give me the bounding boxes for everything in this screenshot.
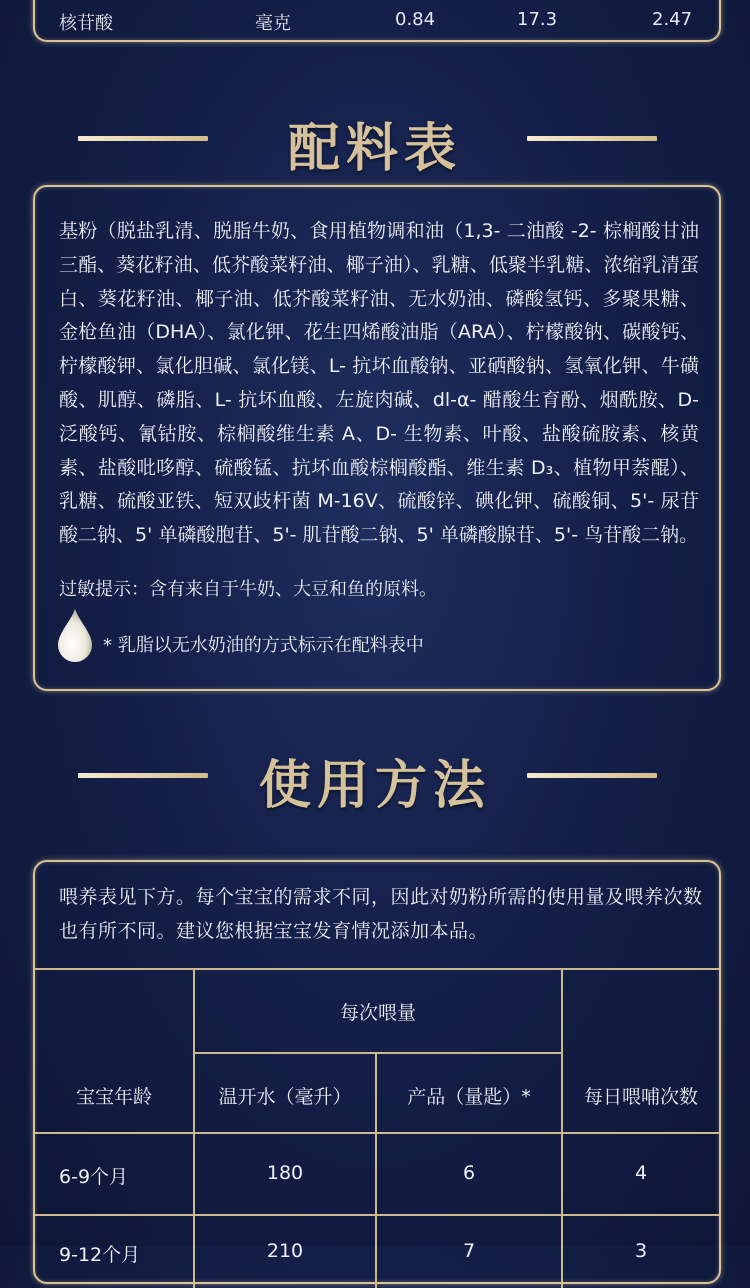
nutrition-table-fragment xyxy=(33,0,721,42)
nutrient-value-2: 17.3 xyxy=(517,9,558,30)
nutrient-value-1: 0.84 xyxy=(395,9,436,30)
nutrition-row-nucleotide xyxy=(35,0,719,40)
ingredients-text: 基粉（脱盐乳清、脱脂牛奶、食用植物调和油（1,3- 二油酸 -2- 棕榈酸甘油三酯、葵花籽油、低芥酸菜籽油、椰子油）、乳糖、低聚半乳糖、浓缩乳清蛋白、葵花籽油、椰子油、低芥酸菜籽油、无水奶油、磷酸氢钙、多聚果糖、金枪鱼油（DHA）、氯化钾、花生四烯酸油脂（ARA）、柠檬酸钠、碳酸钙、柠檬酸钾、氯化胆碱、氯化镁、L- 抗坏血酸钠、亚硒酸钠、氢氧化钾、牛磺酸、肌醇、磷脂、L- 抗坏血酸、左旋肉碱、dl-α- 醋酸生育酚、烟酰胺、D- 泛酸钙、氰钴胺、棕榈酸维生素 A、D- 生物素、叶酸、盐酸硫胺素、核黄素、盐酸吡哆醇、硫酸锰、抗坏血酸棕榈酸酯、维生素 D₃、植物甲萘醌）、乳糖、硫酸亚铁、短双歧杆菌 M-16V、硫酸锌、碘化钾、硫酸铜、5'- 尿苷酸二钠、5' 单磷酸胞苷、5'- 肌苷酸二钠、5' 单磷酸腺苷、5'- 鸟苷酸二钠。 xyxy=(59,220,699,547)
table-cell-scoops: 6 xyxy=(462,1162,476,1184)
ingredients-title: 配料表 xyxy=(287,119,462,179)
usage-heading xyxy=(0,743,750,818)
table-cell-frequency: 4 xyxy=(634,1162,648,1184)
table-group-divider xyxy=(195,1052,563,1054)
allergy-notice: 过敏提示：含有来自于牛奶、大豆和鱼的原料。 xyxy=(59,579,437,600)
nutrient-value-3: 2.47 xyxy=(652,9,693,30)
table-header-scoops: 产品（量匙）* xyxy=(407,1086,531,1108)
milk-drop-icon xyxy=(55,607,95,663)
table-header-frequency: 每日喂哺次数 xyxy=(583,1086,698,1108)
usage-intro: 喂养表见下方。每个宝宝的需求不同，因此对奶粉所需的使用量及喂养次数也有所不同。建议您根据宝宝发育情况添加本品。 xyxy=(59,886,703,942)
nutrient-name: 核苷酸 xyxy=(59,13,113,34)
table-header-water: 温开水（毫升） xyxy=(218,1086,352,1108)
milk-fat-note: * 乳脂以无水奶油的方式标示在配料表中 xyxy=(103,635,424,656)
table-top-border xyxy=(35,968,719,970)
table-cell-water: 210 xyxy=(266,1240,304,1262)
usage-title: 使用方法 xyxy=(258,756,491,816)
ingredients-heading xyxy=(0,106,750,181)
table-header-divider xyxy=(35,1132,719,1134)
table-cell-age: 9-12个月 xyxy=(59,1244,141,1266)
table-header-age: 宝宝年龄 xyxy=(75,1086,152,1108)
ingredients-panel xyxy=(33,185,721,691)
nutrient-unit: 毫克 xyxy=(255,13,291,34)
table-row-divider xyxy=(35,1214,719,1216)
table-cell-frequency: 3 xyxy=(634,1240,648,1262)
table-cell-water: 180 xyxy=(266,1162,304,1184)
table-cell-age: 6-9个月 xyxy=(59,1166,129,1188)
usage-panel xyxy=(33,860,721,1284)
table-cell-scoops: 7 xyxy=(462,1240,476,1262)
table-group-header: 每次喂量 xyxy=(339,1002,416,1024)
